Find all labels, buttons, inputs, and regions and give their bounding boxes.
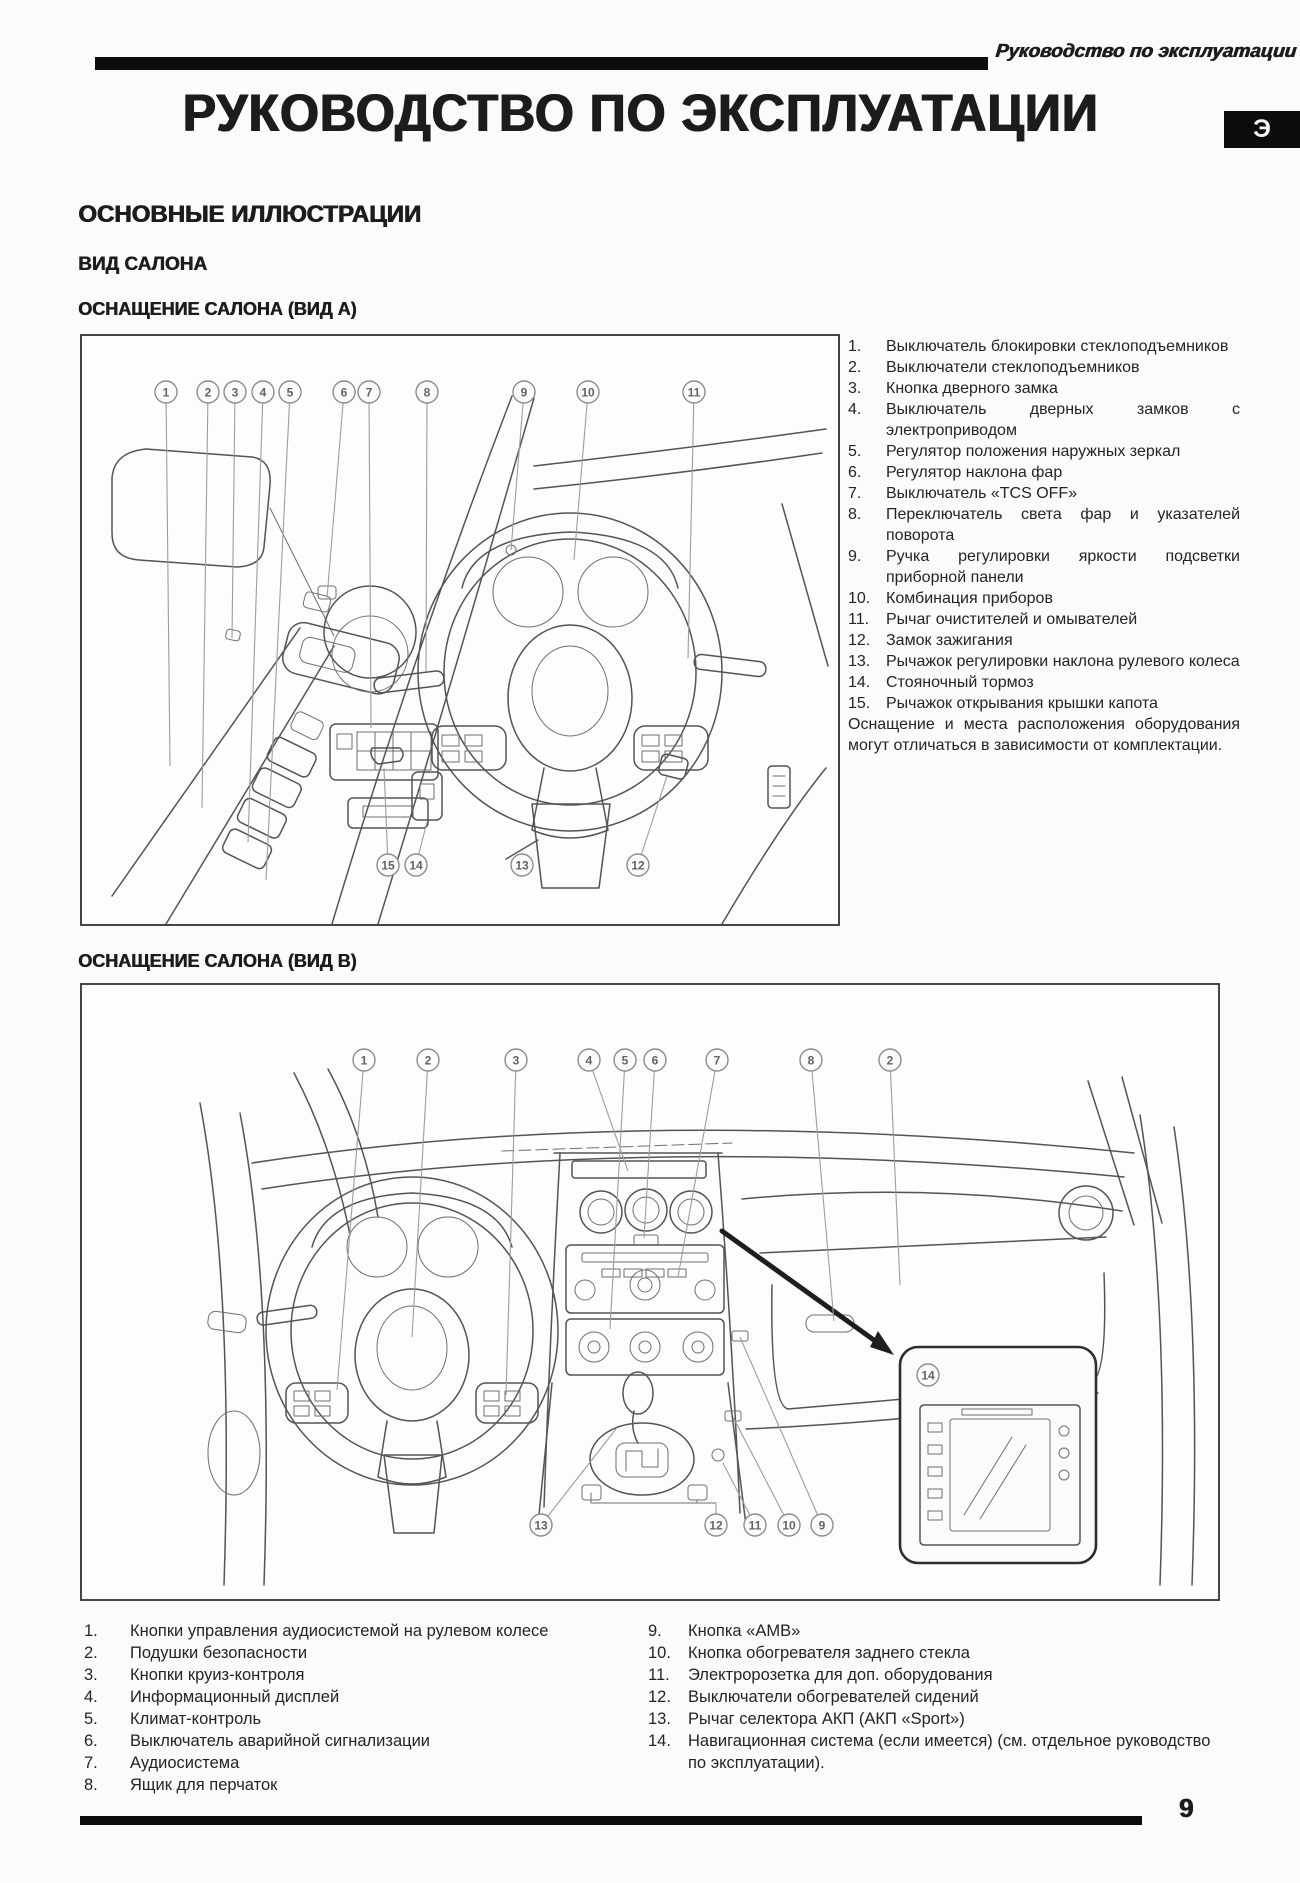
legend-item bbox=[848, 357, 1240, 378]
legend-item bbox=[848, 609, 1240, 630]
legend-item-text: Кнопка обогревателя заднего стекла bbox=[688, 1644, 970, 1662]
callout-number-1: 1 bbox=[360, 1053, 368, 1068]
legend-item-number: 9. bbox=[848, 548, 862, 565]
side-vent bbox=[1059, 1186, 1113, 1240]
legend-item-text: Информационный дисплей bbox=[130, 1688, 340, 1706]
callout-number-9: 9 bbox=[818, 1518, 826, 1533]
callout-number-11: 11 bbox=[748, 1518, 762, 1533]
header-rule-bar bbox=[95, 57, 988, 70]
callout-leader-11 bbox=[688, 392, 694, 658]
legend-item bbox=[848, 378, 1240, 399]
legend-item-text: Переключатель света фар и указателей поворота bbox=[886, 506, 1240, 544]
legend-item-text: Подушки безопасности bbox=[130, 1644, 308, 1662]
wheel-buttons-right bbox=[634, 726, 708, 770]
callout-leader-13 bbox=[541, 1429, 616, 1525]
legend-item-number: 8. bbox=[848, 506, 862, 523]
callout-leader-2 bbox=[412, 1060, 428, 1337]
callout-leader-8 bbox=[811, 1060, 834, 1321]
callout-number-6: 6 bbox=[340, 385, 348, 400]
legend-item bbox=[848, 651, 1240, 672]
callout-number-14: 14 bbox=[409, 858, 423, 873]
callout-number-3: 3 bbox=[231, 385, 239, 400]
callout-number-2: 2 bbox=[204, 385, 212, 400]
page-title: РУКОВОДСТВО ПО ЭКСПЛУАТАЦИИ bbox=[181, 83, 1099, 143]
gear-selector bbox=[590, 1372, 694, 1495]
callout-number-10: 10 bbox=[581, 385, 595, 400]
callout-number-13: 13 bbox=[534, 1518, 548, 1533]
side-mirror bbox=[112, 449, 270, 567]
legend-item-number: 2. bbox=[848, 359, 862, 376]
legend-item-number: 5. bbox=[848, 443, 862, 460]
legend-item-number: 8. bbox=[84, 1776, 98, 1794]
legend-item-text: Ручка регулировки яркости подсветки приборной панели bbox=[886, 548, 1240, 586]
legend-item-number: 5. bbox=[84, 1710, 98, 1728]
callout-leader-6 bbox=[327, 392, 344, 598]
legend-item-text: Рычаг селектора АКП (АКП «Sport») bbox=[688, 1710, 965, 1728]
callout-number-1: 1 bbox=[162, 385, 170, 400]
callout-number-6: 6 bbox=[651, 1053, 659, 1068]
callout-leader-3 bbox=[506, 1060, 516, 1395]
legend-item-number: 12. bbox=[648, 1688, 671, 1706]
legend-item bbox=[848, 462, 1240, 483]
legend-item-number: 9. bbox=[648, 1622, 662, 1640]
steering-column bbox=[384, 1455, 442, 1533]
callout-number-15: 15 bbox=[381, 858, 395, 873]
legend-item bbox=[848, 672, 1240, 693]
callout-leader-10 bbox=[574, 392, 588, 560]
callout-leader-2 bbox=[202, 392, 208, 808]
legend-item-number: 6. bbox=[84, 1732, 98, 1750]
legend-item-number: 4. bbox=[848, 401, 862, 418]
legend-item-number: 11. bbox=[648, 1666, 670, 1684]
legend-item bbox=[84, 1686, 640, 1708]
legend-item-text: Ящик для перчаток bbox=[130, 1776, 278, 1794]
legend-item-number: 13. bbox=[848, 653, 871, 670]
info-display bbox=[572, 1161, 706, 1178]
view-b-diagram bbox=[80, 983, 1220, 1601]
legend-item-text: Замок зажигания bbox=[886, 632, 1013, 649]
callout-number-9: 9 bbox=[520, 385, 528, 400]
legend-item bbox=[848, 504, 1240, 546]
legend-item-number: 14. bbox=[848, 674, 871, 691]
header-running-title: Руководство по эксплуатации bbox=[994, 41, 1298, 62]
callout-number-2: 2 bbox=[886, 1053, 894, 1068]
legend-item-text: Навигационная система (если имеется) (см. отдельное руководство по эксплуатации). bbox=[688, 1732, 1211, 1772]
legend-item-text: Выключатель «TCS OFF» bbox=[886, 485, 1078, 502]
legend-item-text: Выключатели обогревателей сидений bbox=[688, 1688, 979, 1706]
legend-item bbox=[848, 441, 1240, 462]
callout-leader-10 bbox=[733, 1417, 789, 1525]
legend-note: Оснащение и места расположения оборудования могут отличаться в зависимости от комплектации. bbox=[848, 716, 1240, 754]
legend-item bbox=[84, 1620, 640, 1642]
legend-item-text: Выключатель дверных замков с электроприводом bbox=[886, 401, 1240, 439]
steering-column bbox=[532, 804, 610, 888]
legend-item-text: Кнопка дверного замка bbox=[886, 380, 1058, 397]
callout-leader-6 bbox=[644, 1060, 655, 1238]
legend-item bbox=[848, 399, 1240, 441]
callout-number-12: 12 bbox=[709, 1518, 723, 1533]
callout-number-7: 7 bbox=[713, 1053, 721, 1068]
legend-item bbox=[84, 1664, 640, 1686]
ignition-switch bbox=[658, 753, 689, 780]
legend-item-number: 7. bbox=[848, 485, 862, 502]
heading-main-illustrations: ОСНОВНЫЕ ИЛЛЮСТРАЦИИ bbox=[78, 201, 421, 228]
power-outlet bbox=[712, 1449, 724, 1461]
view-a-line-art bbox=[82, 336, 838, 924]
callout-number-4: 4 bbox=[259, 385, 267, 400]
legend-item bbox=[84, 1774, 640, 1796]
page-number: 9 bbox=[1178, 1793, 1194, 1823]
legend-item-number: 15. bbox=[848, 695, 871, 712]
callout-leader-2 bbox=[890, 1060, 900, 1285]
legend-item-number: 14. bbox=[648, 1732, 671, 1750]
legend-item bbox=[848, 546, 1240, 588]
legend-item bbox=[84, 1642, 640, 1664]
legend-item bbox=[848, 483, 1240, 504]
legend-item bbox=[648, 1664, 1222, 1686]
legend-item bbox=[648, 1730, 1222, 1774]
amb-button bbox=[732, 1331, 748, 1341]
legend-item-text: Климат-контроль bbox=[130, 1710, 262, 1728]
instrument-cluster bbox=[312, 1193, 512, 1277]
wheel-audio-buttons bbox=[286, 1383, 348, 1423]
callout-leader-3 bbox=[232, 392, 235, 638]
callout-number-10: 10 bbox=[782, 1518, 796, 1533]
legend-item-number: 4. bbox=[84, 1688, 98, 1706]
door-handle bbox=[207, 1310, 247, 1333]
legend-item-number: 12. bbox=[848, 632, 871, 649]
callout-leader-12 bbox=[638, 776, 667, 865]
callout-number-8: 8 bbox=[807, 1053, 815, 1068]
view-b-legend-right bbox=[648, 1620, 1222, 1774]
heading-view-a: ОСНАЩЕНИЕ САЛОНА (ВИД А) bbox=[78, 299, 357, 319]
legend-item bbox=[84, 1730, 640, 1752]
legend-item-text: Выключатель аварийной сигнализации bbox=[130, 1732, 431, 1750]
legend-item bbox=[648, 1708, 1222, 1730]
heading-interior-view: ВИД САЛОНА bbox=[78, 254, 207, 275]
legend-item-text: Регулятор наклона фар bbox=[886, 464, 1063, 481]
callout-leader-1 bbox=[166, 392, 170, 766]
audio-unit bbox=[566, 1245, 724, 1313]
legend-item-text: Регулятор положения наружных зеркал bbox=[886, 443, 1181, 460]
legend-item-text: Комбинация приборов bbox=[886, 590, 1053, 607]
legend-item bbox=[848, 336, 1240, 357]
legend-item bbox=[848, 693, 1240, 714]
legend-item-number: 7. bbox=[84, 1754, 98, 1772]
legend-item-number: 13. bbox=[648, 1710, 671, 1728]
legend-item-number: 6. bbox=[848, 464, 862, 481]
footer-rule-bar bbox=[80, 1816, 1142, 1825]
callout-number-12: 12 bbox=[631, 858, 645, 873]
legend-item-text: Рычажок регулировки наклона рулевого колеса bbox=[886, 653, 1240, 670]
legend-item-text: Кнопки круиз-контроля bbox=[130, 1666, 305, 1684]
legend-item-number: 1. bbox=[84, 1622, 98, 1640]
callout-leader-9 bbox=[740, 1337, 822, 1525]
legend-item-text: Выключатели стеклоподъемников bbox=[886, 359, 1140, 376]
legend-item-text: Рычаг очистителей и омывателей bbox=[886, 611, 1138, 628]
callout-number-8: 8 bbox=[423, 385, 431, 400]
legend-item bbox=[848, 588, 1240, 609]
callout-number-5: 5 bbox=[286, 385, 294, 400]
callout-number-14: 14 bbox=[921, 1368, 935, 1383]
wheel-cruise-buttons bbox=[476, 1383, 538, 1423]
callout-number-7: 7 bbox=[365, 385, 373, 400]
view-a-legend bbox=[848, 336, 1240, 756]
legend-item-text: Кнопки управления аудиосистемой на рулевом колесе bbox=[130, 1622, 549, 1640]
wheel-buttons-left bbox=[432, 726, 506, 770]
legend-item-number: 11. bbox=[848, 611, 870, 628]
legend-item-text: Электророзетка для доп. оборудования bbox=[688, 1666, 993, 1684]
callout-number-4: 4 bbox=[585, 1053, 593, 1068]
legend-item bbox=[84, 1752, 640, 1774]
side-vent bbox=[768, 766, 790, 808]
legend-item-number: 10. bbox=[648, 1644, 671, 1662]
legend-item-text: Кнопка «AMB» bbox=[688, 1622, 801, 1640]
legend-item-text: Рычажок открывания крышки капота bbox=[886, 695, 1158, 712]
section-index-letter: Э bbox=[1253, 115, 1271, 143]
steering-wheel bbox=[418, 513, 722, 838]
callout-leader-1 bbox=[337, 1060, 364, 1390]
legend-item-number: 2. bbox=[84, 1644, 98, 1662]
legend-item-number: 3. bbox=[848, 380, 862, 397]
legend-item bbox=[648, 1620, 1222, 1642]
legend-item bbox=[648, 1642, 1222, 1664]
view-b-legend-left bbox=[84, 1620, 640, 1796]
heading-view-b: ОСНАЩЕНИЕ САЛОНА (ВИД В) bbox=[78, 951, 357, 971]
legend-item-text: Аудиосистема bbox=[130, 1754, 240, 1772]
legend-item bbox=[848, 630, 1240, 651]
legend-item-text: Выключатель блокировки стеклоподъемников bbox=[886, 338, 1229, 355]
hazard-switch bbox=[634, 1235, 658, 1245]
storage-tray bbox=[348, 798, 428, 828]
view-a-diagram bbox=[80, 334, 840, 926]
legend-item-number: 3. bbox=[84, 1666, 98, 1684]
view-b-line-art bbox=[82, 985, 1218, 1599]
legend-item bbox=[648, 1686, 1222, 1708]
legend-item-text: Стояночный тормоз bbox=[886, 674, 1034, 691]
callout-number-5: 5 bbox=[621, 1053, 629, 1068]
callout-number-11: 11 bbox=[687, 385, 701, 400]
door-speaker bbox=[208, 1411, 260, 1495]
door-lock-knob bbox=[225, 629, 241, 642]
legend-item-number: 10. bbox=[848, 590, 871, 607]
window-switch-bank bbox=[221, 707, 332, 871]
wiper-stalk bbox=[693, 654, 766, 678]
legend-item bbox=[84, 1708, 640, 1730]
callout-number-2: 2 bbox=[424, 1053, 432, 1068]
callout-number-3: 3 bbox=[512, 1053, 520, 1068]
legend-item-number: 1. bbox=[848, 338, 862, 355]
climate-unit bbox=[566, 1319, 724, 1375]
callout-number-13: 13 bbox=[515, 858, 529, 873]
seat-heater-switch-right bbox=[688, 1485, 707, 1500]
instrument-cluster bbox=[462, 532, 678, 627]
